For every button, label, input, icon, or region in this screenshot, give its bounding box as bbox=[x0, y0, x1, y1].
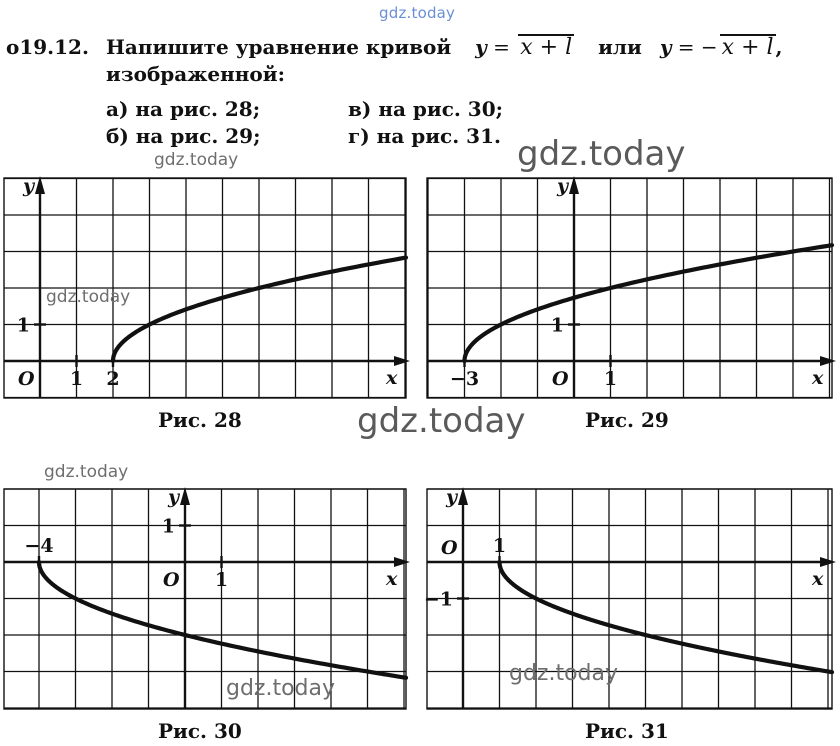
x-tick-label: 2 bbox=[106, 368, 120, 390]
x-tick-label: 1 bbox=[492, 535, 507, 557]
y-tick-label: 1 bbox=[550, 314, 564, 337]
eq1-equals: = bbox=[486, 35, 517, 59]
origin-label: O bbox=[552, 368, 569, 390]
problem-number: о19.12. bbox=[6, 35, 89, 59]
origin-label: O bbox=[441, 537, 458, 559]
eq2-radicand: x + l bbox=[721, 35, 774, 60]
eq1-radicand: x + l bbox=[520, 35, 573, 60]
x-axis-label: x bbox=[812, 568, 824, 590]
problem-text-2: изображенной: bbox=[106, 62, 285, 86]
eq1-lhs: y bbox=[475, 35, 487, 59]
graph-fig-30 bbox=[4, 486, 406, 709]
y-axis-arrow bbox=[458, 487, 468, 505]
origin-label: O bbox=[163, 569, 180, 591]
eq2-lhs: y bbox=[659, 35, 672, 59]
x-tick-label: 1 bbox=[214, 569, 229, 591]
option-d: г) на рис. 31. bbox=[348, 124, 501, 148]
watermark-small-1: gdz.today bbox=[154, 150, 239, 170]
x-axis-arrow bbox=[820, 356, 836, 366]
y-axis-label: y bbox=[23, 175, 35, 197]
x-axis-arrow bbox=[394, 356, 410, 366]
y-axis-arrow bbox=[180, 487, 190, 505]
x-axis-label: x bbox=[812, 367, 824, 389]
y-axis-label: y bbox=[168, 486, 180, 508]
watermark-large-1: gdz.today bbox=[517, 134, 686, 174]
option-a: а) на рис. 28; bbox=[106, 97, 261, 121]
caption-fig-29: Рис. 29 bbox=[585, 408, 669, 432]
x-axis-label: x bbox=[386, 367, 398, 389]
graph-fig-29 bbox=[427, 175, 832, 398]
x-tick-label: −4 bbox=[24, 535, 54, 557]
eq2-trail: , bbox=[775, 35, 783, 59]
problem-text-lead: Напишите уравнение кривой bbox=[106, 35, 452, 59]
x-tick-label: −3 bbox=[449, 368, 480, 390]
y-tick-label: −1 bbox=[423, 588, 453, 611]
eq2-sqrt bbox=[720, 34, 776, 59]
graph-fig-31 bbox=[423, 486, 832, 709]
caption-fig-30: Рис. 30 bbox=[158, 719, 242, 743]
or-word: или bbox=[598, 35, 642, 59]
x-axis-arrow bbox=[394, 557, 410, 567]
eq2-equals: = − bbox=[671, 35, 718, 59]
option-b: б) на рис. 29; bbox=[106, 124, 261, 148]
watermark-small-3: gdz.today bbox=[44, 462, 129, 482]
y-tick-label: 1 bbox=[16, 314, 30, 337]
watermark-medium-2: gdz.today bbox=[509, 661, 619, 686]
problem-text bbox=[106, 34, 783, 61]
y-tick-label: 1 bbox=[161, 515, 175, 538]
watermark-large-2: gdz.today bbox=[357, 401, 526, 441]
caption-fig-28: Рис. 28 bbox=[158, 408, 242, 432]
sqrt-curve bbox=[500, 562, 833, 672]
watermark-top: gdz.today bbox=[379, 4, 456, 22]
x-axis-label: x bbox=[386, 568, 398, 590]
sqrt-curve bbox=[465, 245, 833, 361]
origin-label: O bbox=[18, 368, 35, 390]
option-c: в) на рис. 30; bbox=[348, 97, 504, 121]
x-tick-label: 1 bbox=[69, 368, 84, 390]
y-axis-label: y bbox=[557, 175, 569, 197]
x-tick-label: 1 bbox=[603, 368, 618, 390]
y-axis-label: y bbox=[446, 486, 458, 508]
watermark-small-2: gdz.today bbox=[46, 287, 131, 307]
eq1-sqrt bbox=[518, 34, 574, 59]
caption-fig-31: Рис. 31 bbox=[585, 719, 669, 743]
watermark-medium-1: gdz.today bbox=[226, 676, 336, 701]
